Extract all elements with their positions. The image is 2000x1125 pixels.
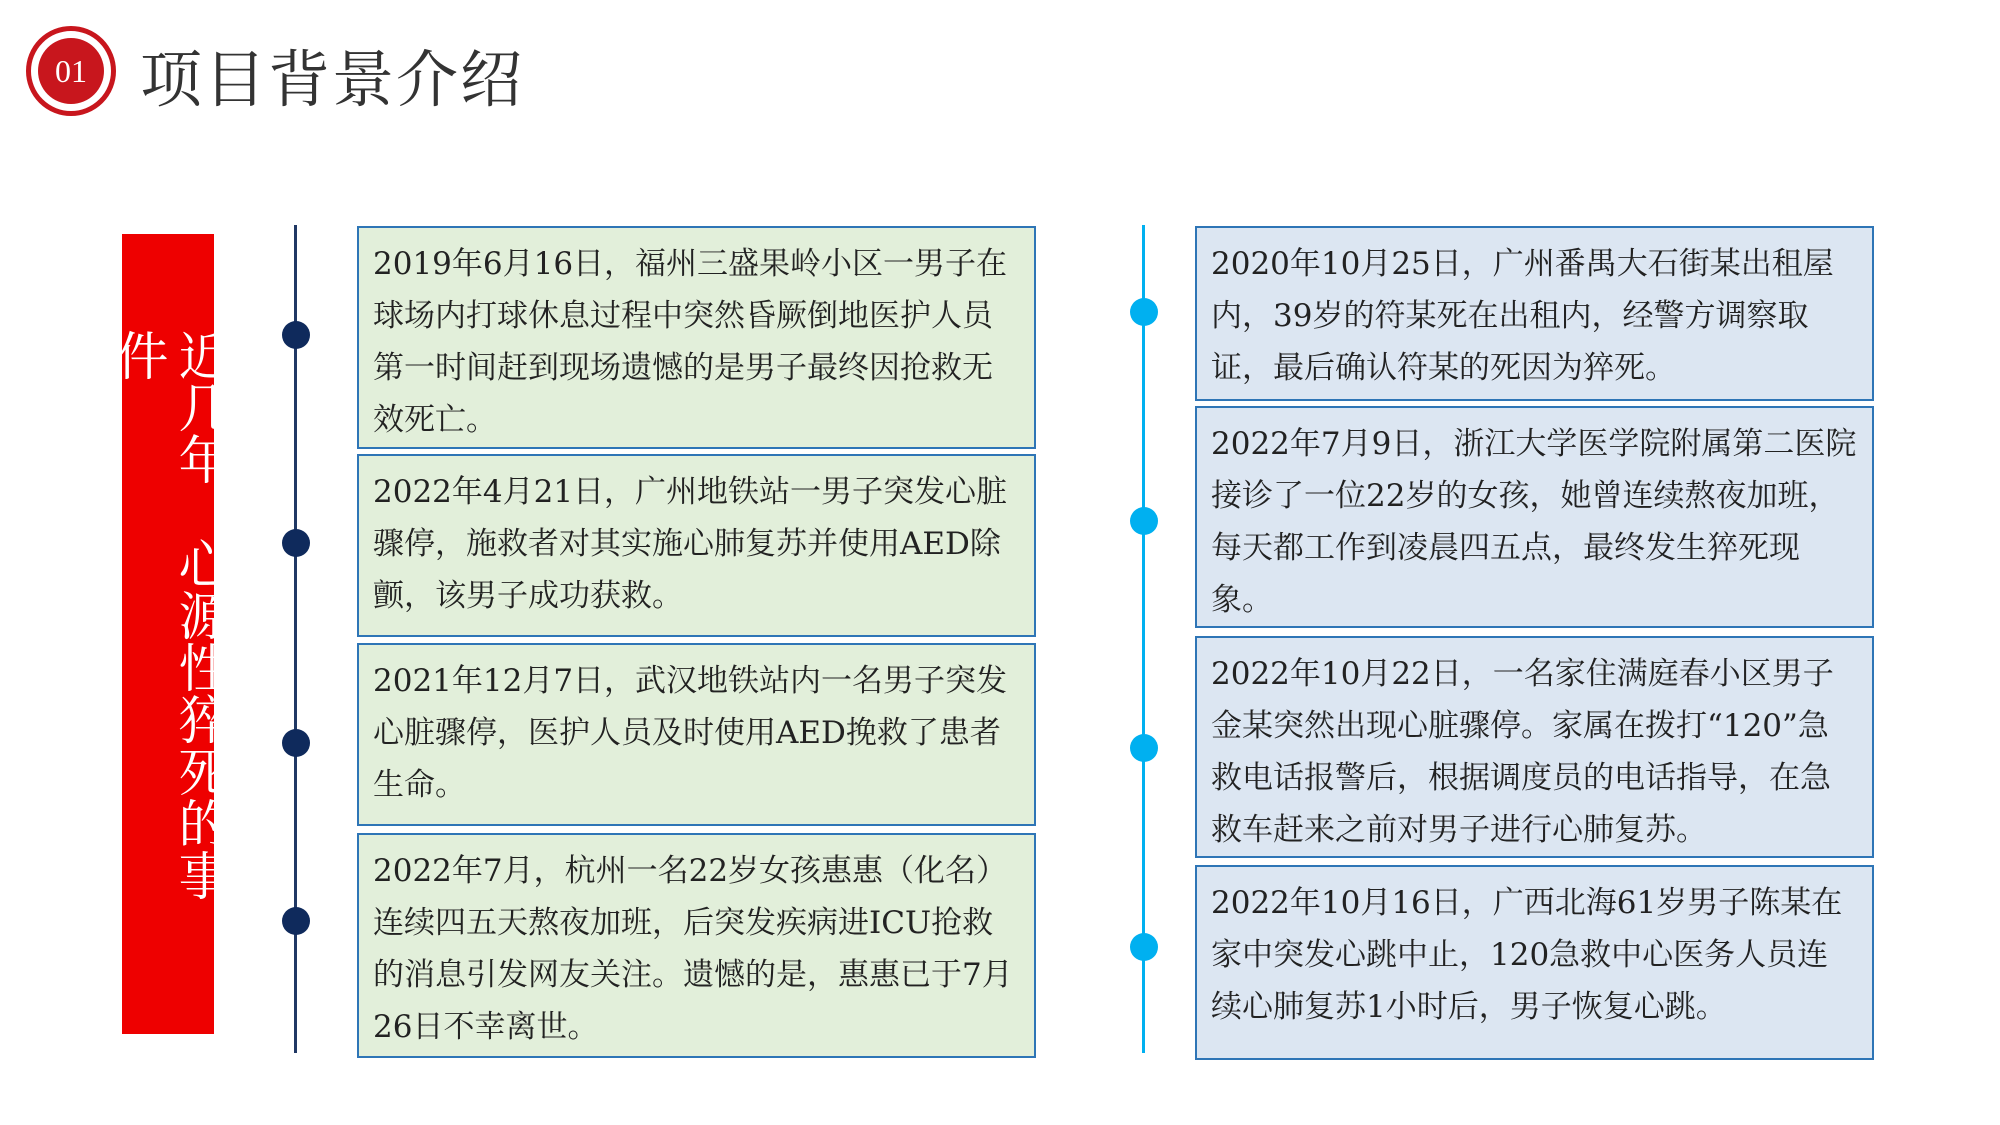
left-timeline-dot bbox=[282, 321, 310, 349]
right-timeline-dot bbox=[1130, 933, 1158, 961]
left-timeline-dot bbox=[282, 907, 310, 935]
right-timeline-dot bbox=[1130, 734, 1158, 762]
left-timeline-dot bbox=[282, 529, 310, 557]
event-card: 2020年10月25日，广州番禺大石街某出租屋内，39岁的符某死在出租内，经警方调察取证，最后确认符某的死因为猝死。 bbox=[1195, 226, 1874, 401]
event-card: 2022年10月22日，一名家住满庭春小区男子金某突然出现心脏骤停。家属在拨打“120”急救电话报警后，根据调度员的电话指导，在急救车赶来之前对男子进行心肺复苏。 bbox=[1195, 636, 1874, 858]
right-timeline-line bbox=[1142, 225, 1145, 1053]
right-timeline-dot bbox=[1130, 507, 1158, 535]
event-card: 2022年7月，杭州一名22岁女孩惠惠（化名）连续四五天熬夜加班，后突发疾病进ICU抢救的消息引发网友关注。遗憾的是，惠惠已于7月26日不幸离世。 bbox=[357, 833, 1036, 1058]
sidebar-banner bbox=[107, 234, 229, 1034]
event-card: 2021年12月7日，武汉地铁站内一名男子突发心脏骤停，医护人员及时使用AED挽救了患者生命。 bbox=[357, 643, 1036, 826]
right-timeline-dot bbox=[1130, 298, 1158, 326]
event-card: 2022年7月9日，浙江大学医学院附属第二医院接诊了一位22岁的女孩，她曾连续熬夜加班，每天都工作到凌晨四五点，最终发生猝死现象。 bbox=[1195, 406, 1874, 628]
event-card: 2022年10月16日，广西北海61岁男子陈某在家中突发心跳中止，120急救中心医务人员连续心肺复苏1小时后，男子恢复心跳。 bbox=[1195, 865, 1874, 1060]
sidebar-label: 近几年，心源性猝死的事件 bbox=[107, 329, 229, 901]
event-card: 2022年4月21日，广州地铁站一男子突发心脏骤停，施救者对其实施心肺复苏并使用AED除颤，该男子成功获救。 bbox=[357, 454, 1036, 637]
page-title: 项目背景介绍 bbox=[140, 43, 525, 116]
event-card: 2019年6月16日，福州三盛果岭小区一男子在球场内打球休息过程中突然昏厥倒地医护人员第一时间赶到现场遗憾的是男子最终因抢救无效死亡。 bbox=[357, 226, 1036, 449]
left-timeline-dot bbox=[282, 729, 310, 757]
section-number-badge bbox=[26, 26, 116, 116]
section-number: 01 bbox=[38, 38, 104, 104]
